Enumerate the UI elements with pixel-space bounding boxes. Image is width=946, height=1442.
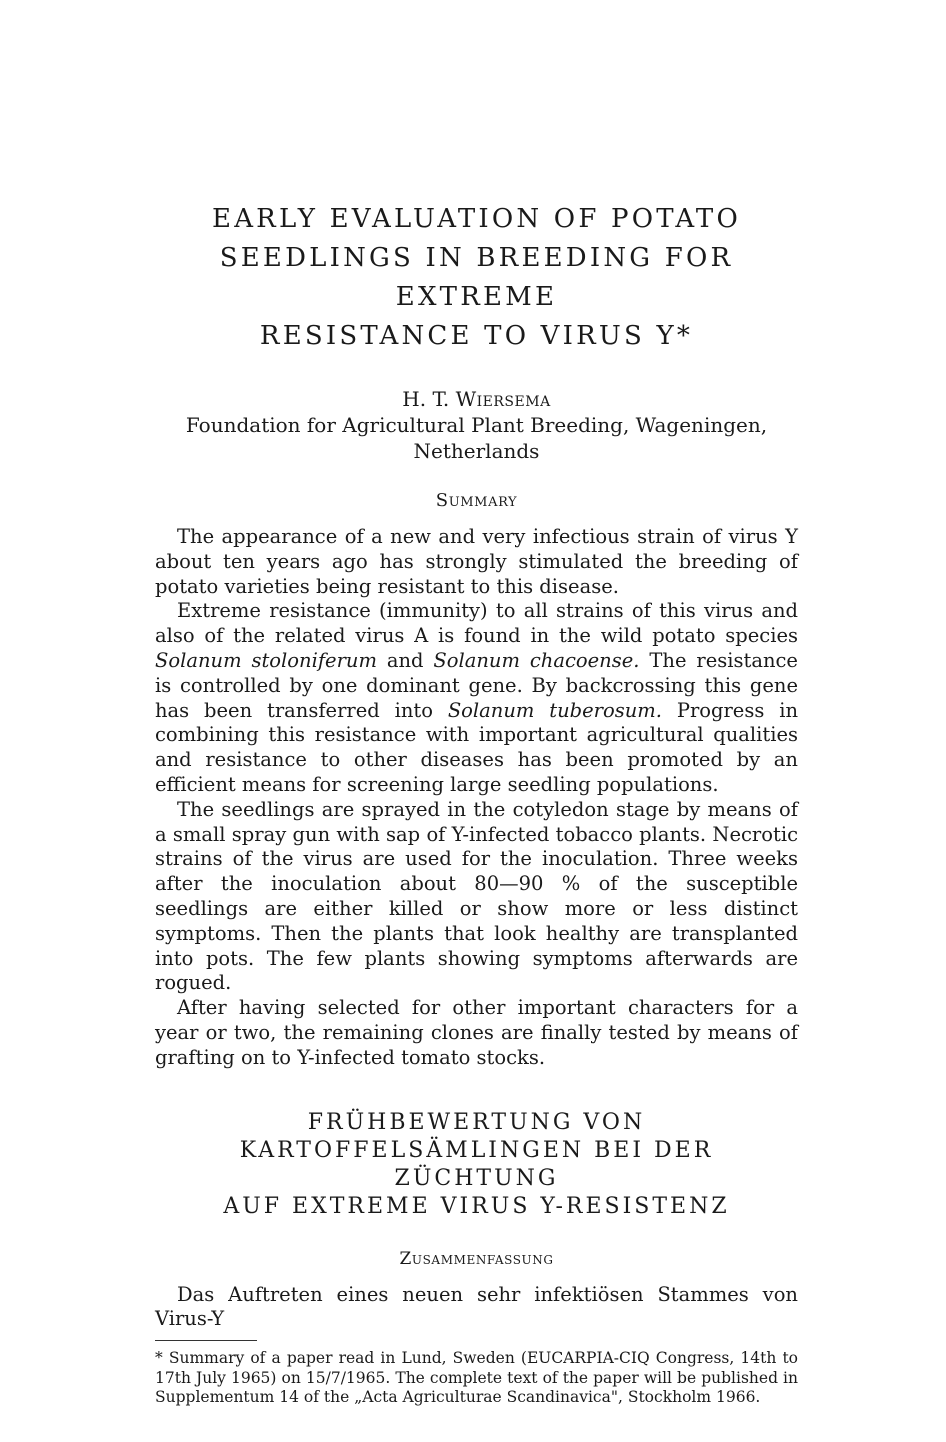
- p2-text-c: The resistance is controlled by one dominant gene. By backcrossing this gene has been transferred into: [155, 648, 798, 722]
- paper-page: [155, 200, 798, 1408]
- title-line-2: SEEDLINGS IN BREEDING FOR EXTREME: [219, 243, 734, 312]
- author-initials: H. T.: [402, 387, 450, 411]
- summary-heading: Summary: [435, 490, 518, 511]
- p2-text-a: Extreme resistance (immunity) to all strains of this virus and also of the related virus A is found in the wild potato species: [155, 599, 798, 648]
- affiliation-line-2: Netherlands: [413, 439, 540, 463]
- species-solanum-chacoense: Solanum chacoense.: [433, 648, 640, 672]
- german-title-line-1: FRÜHBEWERTUNG VON: [307, 1109, 646, 1135]
- summary-paragraph-2: [155, 599, 798, 797]
- author-line: [155, 386, 798, 412]
- p2-text-b: and: [376, 648, 434, 672]
- zusammenfassung-paragraph-1: Das Auftreten eines neuen sehr infektiösen Stammes von Virus-Y: [155, 1282, 798, 1331]
- german-title: [155, 1109, 798, 1221]
- zusammenfassung-heading: Zusammenfassung: [399, 1248, 554, 1269]
- affiliation: [155, 412, 798, 464]
- title-line-3: RESISTANCE TO VIRUS Y*: [259, 321, 694, 351]
- summary-paragraph-1: The appearance of a new and very infectious strain of virus Y about ten years ago has strongly stimulated the breeding of potato varieties being resistant to this disease.: [155, 525, 798, 598]
- title-line-1: EARLY EVALUATION OF POTATO: [212, 204, 741, 234]
- species-solanum-tuberosum: Solanum tuberosum.: [447, 698, 662, 722]
- german-title-line-3: AUF EXTREME VIRUS Y-RESISTENZ: [223, 1193, 730, 1219]
- summary-paragraph-3: The seedlings are sprayed in the cotyledon stage by means of a small spray gun with sap of Y-infected tobacco plants. Necrotic strains of the virus are used for the inoculation. Three weeks after the inoculation about 80—90 % of the susceptible seedlings are either killed or show more or less distinct symptoms. Then the plants that look healthy are transplanted into pots. The few plants showing symptoms afterwards are rogued.: [155, 797, 798, 995]
- paper-title: [155, 200, 798, 356]
- species-solanum-stoloniferum: Solanum stoloniferum: [155, 648, 377, 672]
- affiliation-line-1: Foundation for Agricultural Plant Breeding, Wageningen,: [185, 413, 768, 437]
- footnote: * Summary of a paper read in Lund, Sweden (EUCARPIA-CIQ Congress, 14th to 17th July 1965) on 15/7/1965. The complete text of the paper will be published in Supplementum 14 of the „Acta Agriculturae Scandinavica", Stockholm 1966.: [155, 1349, 798, 1407]
- footnote-divider: [155, 1340, 257, 1341]
- p2-text-d: Progress in combining this resistance with important agricultural qualities and resistance to other diseases has been promoted by an efficient means for screening large seedling populations.: [155, 698, 798, 796]
- author-surname: Wiersema: [455, 387, 551, 411]
- german-title-line-2: KARTOFFELSÄMLINGEN BEI DER ZÜCHTUNG: [239, 1137, 714, 1191]
- summary-paragraph-4: After having selected for other important characters for a year or two, the remaining clones are finally tested by means of grafting on to Y-infected tomato stocks.: [155, 996, 798, 1069]
